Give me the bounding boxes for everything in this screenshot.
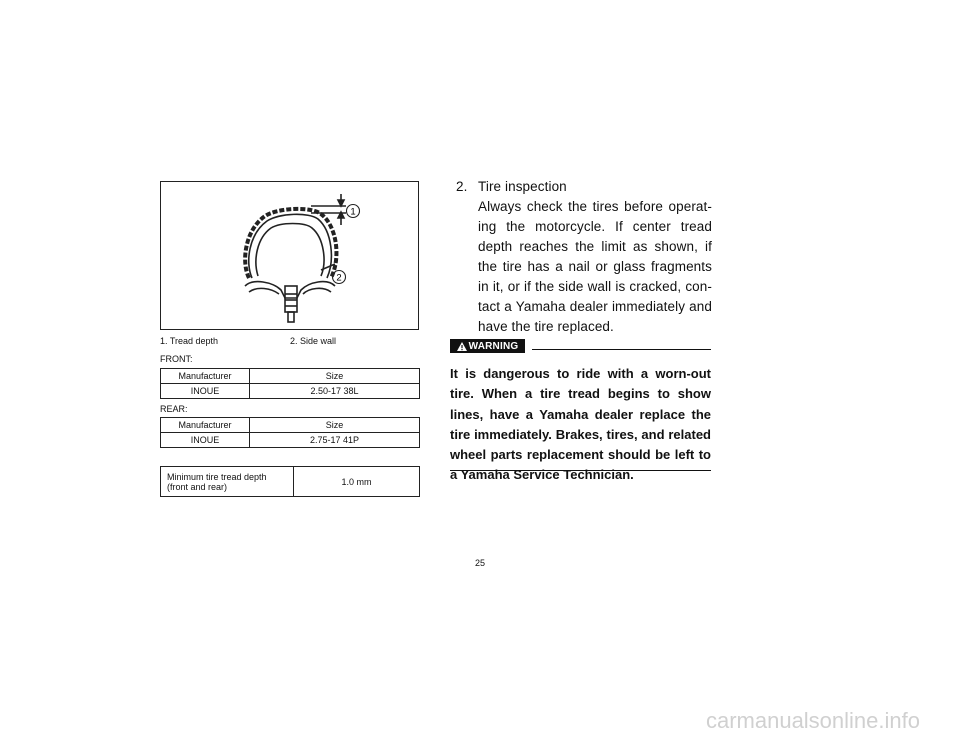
header-size: Size [250, 369, 420, 384]
table-row [161, 384, 420, 399]
min-depth-label [161, 467, 294, 497]
step-body: Always check the tires before operat-ing the motorcycle. If center tread depth reaches the limit as shown, if the tire has a nail or glass fragments in it, or if the side wall is cracked, con-tact a Yamaha dealer immediately and have the tire replaced. [478, 199, 712, 334]
min-depth-value: 1.0 mm [294, 467, 420, 497]
header-manufacturer: Manufacturer [161, 418, 250, 433]
min-depth-label-line1: Minimum tire tread depth [167, 471, 267, 482]
warning-top-rule [532, 349, 711, 350]
warning-text: It is dangerous to ride with a worn-out tire. When a tire tread begins to show lines, have a Yamaha dealer replace the tire immediately. Brakes, tires, and related wheel parts replacement should be left to a Yamaha Service Technician. [450, 366, 711, 483]
step-number: 2. [456, 179, 468, 194]
min-tread-depth-table [160, 466, 420, 497]
cell-size: 2.75-17 41P [250, 433, 420, 448]
caption-tread-depth: 1. Tread depth [160, 336, 219, 346]
cell-size: 2.50-17 38L [250, 384, 420, 399]
callout-1-label: 1 [350, 206, 356, 218]
table-row [161, 433, 420, 448]
tire-figure [160, 181, 419, 330]
table-header-row [161, 418, 420, 433]
tire-inspection-step [456, 177, 712, 337]
rear-label: REAR: [160, 404, 188, 414]
warning-bottom-rule [450, 470, 711, 471]
warning-header [450, 339, 711, 353]
page-number: 25 [474, 558, 485, 568]
table-row [161, 467, 420, 497]
rear-tire-table [160, 417, 420, 448]
cell-manufacturer: INOUE [161, 433, 250, 448]
table-header-row [161, 369, 420, 384]
warning-triangle-icon [457, 342, 467, 351]
cell-manufacturer: INOUE [161, 384, 250, 399]
callout-2-label: 2 [336, 272, 342, 284]
tire-cross-section-illustration [161, 182, 420, 331]
header-size: Size [250, 418, 420, 433]
warning-badge [450, 339, 525, 353]
caption-side-wall: 2. Side wall [290, 336, 337, 346]
front-tire-table [160, 368, 420, 399]
header-manufacturer: Manufacturer [161, 369, 250, 384]
step-title: Tire inspection [478, 179, 567, 194]
min-depth-label-line2: (front and rear) [167, 481, 228, 492]
watermark: carmanualsonline.info [705, 708, 920, 733]
front-label: FRONT: [160, 354, 193, 364]
warning-badge-label: WARNING [468, 340, 519, 352]
